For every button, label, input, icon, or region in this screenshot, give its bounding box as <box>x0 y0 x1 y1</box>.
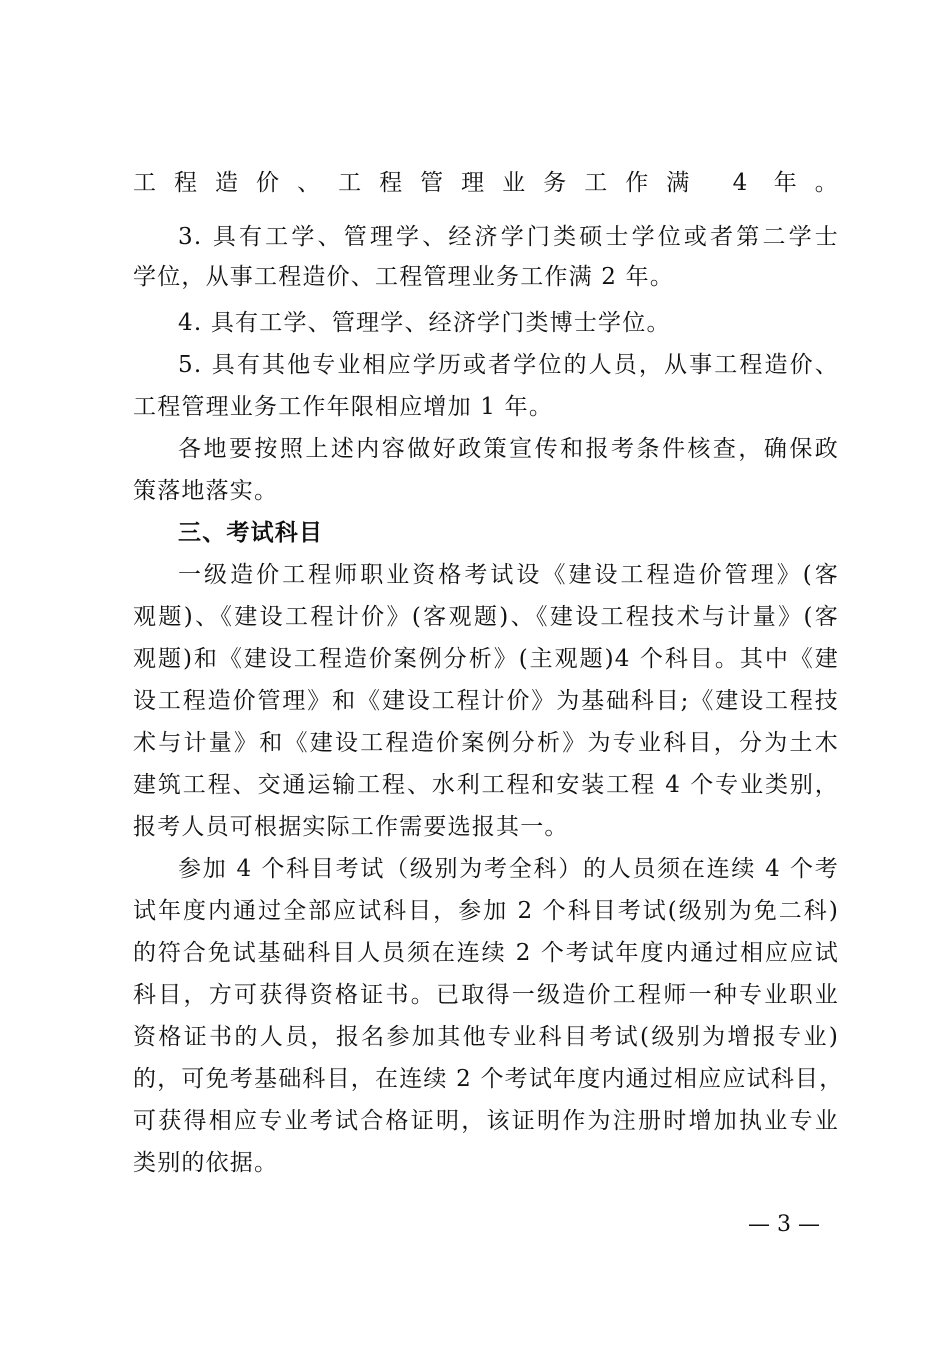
body-text-line: 建筑工程、交通运输工程、水利工程和安装工程 4 个专业类别， <box>133 772 839 798</box>
page-number: — 3 — <box>748 1212 820 1237</box>
body-text-line: 一级造价工程师职业资格考试设《建设工程造价管理》(客 <box>178 562 839 588</box>
body-text-line: 类别的依据。 <box>133 1150 279 1176</box>
list-item-3-line: 学位，从事工程造价、工程管理业务工作满 2 年。 <box>133 264 675 290</box>
body-text-line: 试年度内通过全部应试科目，参加 2 个科目考试(级别为免二科) <box>133 898 839 924</box>
body-text-line: 设工程造价管理》和《建设工程计价》为基础科目;《建设工程技 <box>133 688 839 714</box>
list-item-5-line: 工程管理业务工作年限相应增加 1 年。 <box>133 394 554 420</box>
section-heading: 三、考试科目 <box>178 520 324 546</box>
body-text-line: 可获得相应专业考试合格证明，该证明作为注册时增加执业专业 <box>133 1108 839 1134</box>
body-text-line: 术与计量》和《建设工程造价案例分析》为专业科目，分为土木 <box>133 730 839 756</box>
body-text-line: 资格证书的人员，报名参加其他专业科目考试(级别为增报专业) <box>133 1024 839 1050</box>
body-text-line: 的，可免考基础科目，在连续 2 个考试年度内通过相应应试科目， <box>133 1066 844 1092</box>
body-text-line: 策落地落实。 <box>133 478 279 504</box>
body-text-line: 观题)、《建设工程计价》(客观题)、《建设工程技术与计量》(客 <box>133 604 839 630</box>
body-text-line: 报考人员可根据实际工作需要选报其一。 <box>133 814 569 840</box>
list-item-5-line: 5. 具有其他专业相应学历或者学位的人员，从事工程造价、 <box>178 352 839 378</box>
body-text-line: 工程造价、工程管理业务工作满 4 年。 <box>133 170 839 196</box>
body-text-line: 科目，方可获得资格证书。已取得一级造价工程师一种专业职业 <box>133 982 839 1008</box>
body-text-line: 观题)和《建设工程造价案例分析》(主观题)4 个科目。其中《建 <box>133 646 839 672</box>
list-item-3-line: 3. 具有工学、管理学、经济学门类硕士学位或者第二学士 <box>178 224 839 250</box>
body-text-line: 各地要按照上述内容做好政策宣传和报考条件核查，确保政 <box>178 436 839 462</box>
body-text-line: 的符合免试基础科目人员须在连续 2 个考试年度内通过相应应试 <box>133 940 839 966</box>
list-item-4-line: 4. 具有工学、管理学、经济学门类博士学位。 <box>178 310 671 336</box>
body-text-line: 参加 4 个科目考试（级别为考全科）的人员须在连续 4 个考 <box>178 856 839 882</box>
